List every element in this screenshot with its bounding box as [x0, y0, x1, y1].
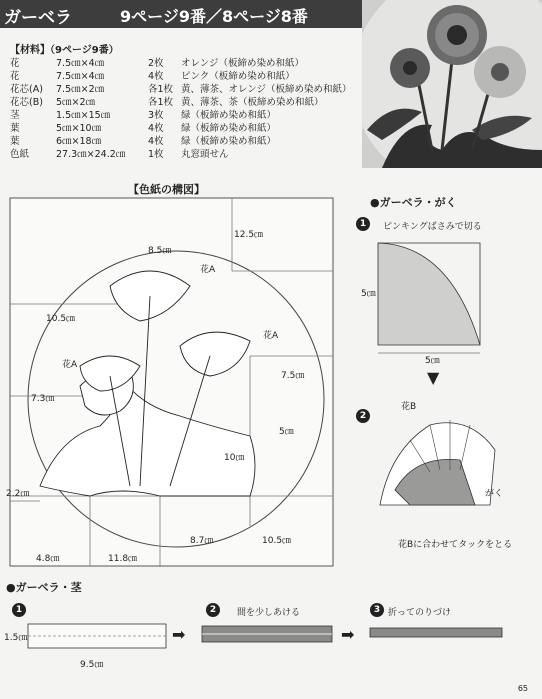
stem-title: ●ガーベラ・茎	[6, 581, 82, 594]
materials-size: 5㎝×10㎝	[56, 123, 102, 134]
materials-size: 6㎝×18㎝	[56, 136, 102, 147]
materials-part: 花	[10, 71, 20, 82]
calyx-step-1: 1	[356, 217, 370, 231]
dim-label: 2.2㎝	[6, 489, 30, 499]
calyx-square-diagram	[370, 235, 500, 360]
materials-size: 7.5㎝×2㎝	[56, 84, 105, 95]
materials-part: 花芯(A)	[10, 84, 43, 95]
materials-part: 花芯(B)	[10, 97, 43, 108]
gaku-label: がく	[485, 489, 504, 499]
materials-size: 5㎝×2㎝	[56, 97, 96, 108]
materials-qty: 4枚	[148, 123, 164, 134]
calyx-step-2-text: 花Bに合わせてタックをとる	[398, 540, 513, 550]
calyx-step-2: 2	[356, 409, 370, 423]
calyx-step-1-text: ピンキングばさみで切る	[383, 222, 482, 232]
materials-note: 黄、薄茶、茶（板締め染め和紙）	[181, 97, 324, 108]
materials-qty: 4枚	[148, 136, 164, 147]
right-arrow-icon: ➡	[172, 625, 186, 644]
materials-qty: 2枚	[148, 58, 164, 69]
materials-qty: 4枚	[148, 71, 164, 82]
page-number: 65	[517, 684, 528, 693]
materials-size: 1.5㎝×15㎝	[56, 110, 111, 121]
materials-size: 7.5㎝×4㎝	[56, 58, 105, 69]
materials-heading: 【材料】（9ページ9番）	[10, 45, 119, 56]
dim-label: 10.5㎝	[46, 314, 76, 324]
materials-qty: 各1枚	[148, 84, 174, 95]
dim-label: 8.5㎝	[148, 246, 172, 256]
materials-part: 色紙	[10, 149, 30, 160]
dim-label: 8.7㎝	[190, 536, 214, 546]
materials-row	[10, 107, 355, 120]
stem-step-2: 2	[206, 603, 220, 617]
materials-part: 葉	[10, 136, 20, 147]
materials-row	[10, 94, 355, 107]
materials-row	[10, 55, 355, 68]
flower-a-label: 花A	[200, 265, 216, 275]
stem-step-3-text: 折ってのりづけ	[388, 608, 452, 618]
stem-strip-diagram	[20, 618, 170, 658]
materials-part: 葉	[10, 123, 20, 134]
materials-size: 27.3㎝×24.2㎝	[56, 149, 126, 160]
flower-a-label: 花A	[62, 360, 78, 370]
materials-note: 緑（板締め染め和紙）	[181, 110, 277, 121]
flower-photo	[362, 0, 542, 168]
materials-row	[10, 68, 355, 81]
dim-label: 7.3㎝	[31, 394, 55, 404]
materials-note: 緑（板締め染め和紙）	[181, 123, 277, 134]
calyx-dim-height: 5㎝	[361, 289, 376, 299]
stem-dim-height: 1.5㎝	[4, 633, 28, 643]
materials-note: 丸窓頭せん	[181, 149, 229, 160]
materials-row	[10, 81, 355, 94]
dim-label: 10㎝	[224, 453, 245, 463]
dim-label: 11.8㎝	[108, 554, 138, 564]
materials-note: ピンク（板締め染め和紙）	[181, 71, 295, 82]
stem-step-2-text: 間を少しあける	[237, 608, 301, 618]
materials-note: オレンジ（板締め染め和紙）	[181, 58, 305, 69]
materials-qty: 各1枚	[148, 97, 174, 108]
materials-row	[10, 146, 355, 159]
flower-b-label: 花B	[401, 402, 417, 412]
materials-part: 花	[10, 58, 20, 69]
flower-a-label: 花A	[263, 331, 279, 341]
stem-step-1: 1	[12, 603, 26, 617]
page-reference: 9ページ9番／8ページ8番	[120, 7, 308, 26]
materials-row	[10, 133, 355, 146]
dim-label: 5㎝	[279, 427, 294, 437]
materials-part: 茎	[10, 110, 20, 121]
materials-note: 黄、薄茶、オレンジ（板締め染め和紙）	[181, 84, 352, 95]
composition-title: 【色紙の構図】	[128, 183, 205, 196]
calyx-dim-width: 5㎝	[425, 356, 440, 366]
calyx-title: ●ガーベラ・がく	[370, 196, 457, 209]
stem-finished-diagram	[368, 622, 508, 642]
materials-qty: 3枚	[148, 110, 164, 121]
right-arrow-icon: ➡	[341, 625, 355, 644]
materials-row	[10, 120, 355, 133]
dim-label: 10.5㎝	[262, 536, 292, 546]
dim-label: 7.5㎝	[281, 371, 305, 381]
stem-dim-width: 9.5㎝	[80, 660, 104, 670]
dim-label: 4.8㎝	[36, 554, 60, 564]
page-title: ガーベラ	[4, 8, 72, 28]
materials-qty: 1枚	[148, 149, 164, 160]
stem-step-3: 3	[370, 603, 384, 617]
stem-fold-diagram	[200, 620, 335, 650]
materials-size: 7.5㎝×4㎝	[56, 71, 105, 82]
dim-label: 12.5㎝	[234, 230, 264, 240]
down-arrow-icon: ▼	[427, 368, 440, 387]
calyx-folded-diagram	[370, 410, 510, 520]
materials-note: 緑（板締め染め和紙）	[181, 136, 277, 147]
